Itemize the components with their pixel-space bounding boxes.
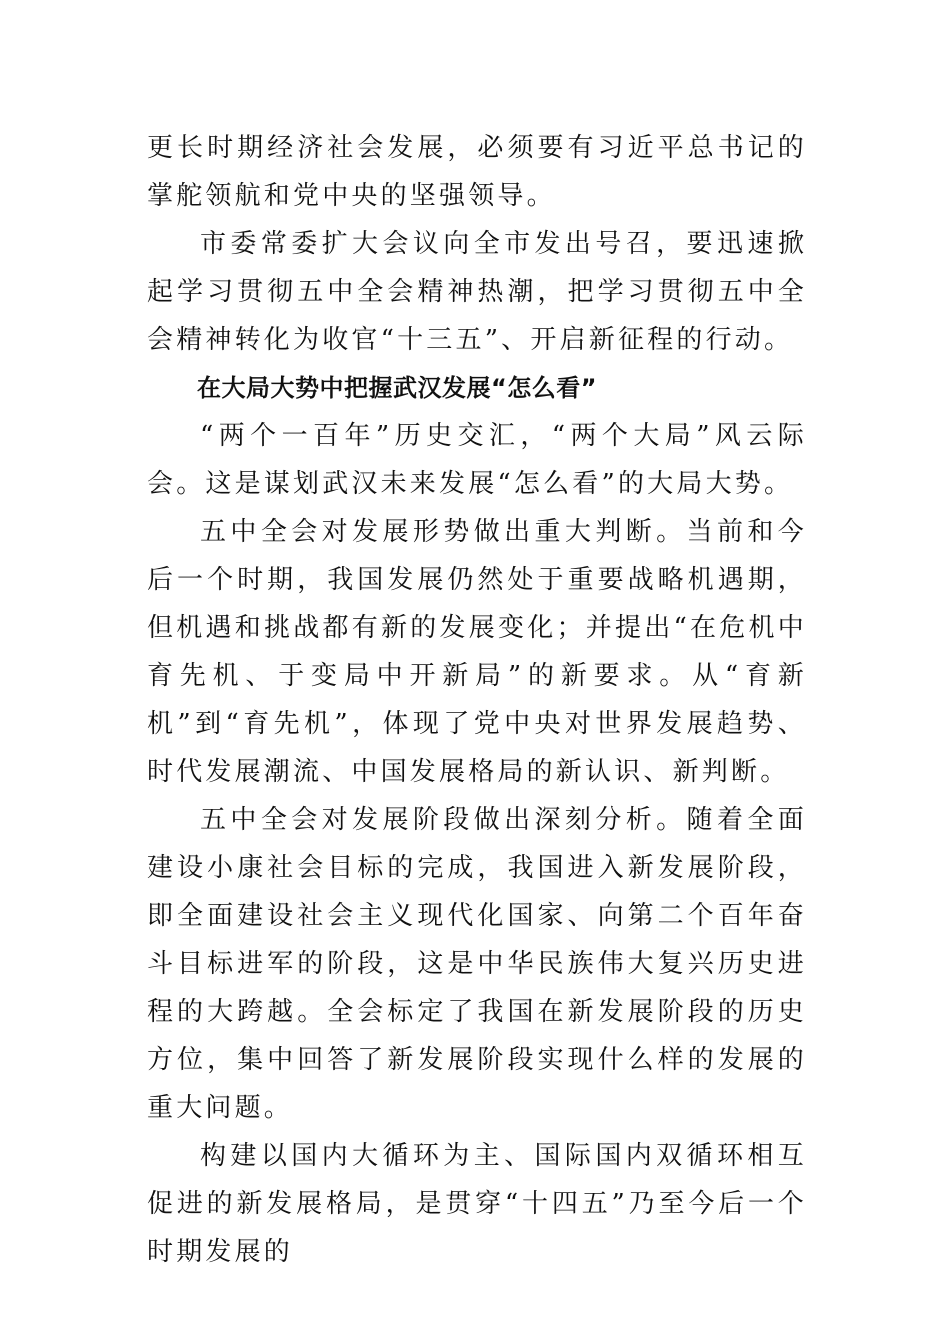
section-heading: 在大局大势中把握武汉发展“怎么看” (197, 374, 598, 402)
paragraph-development-situation: 五中全会对发展形势做出重大判断。当前和今后一个时期，我国发展仍然处于重要战略机遇期，但机遇和挑战都有新的发展变化；并提出“在危机中育先机、于变局中开新局”的新要求。从“育新机”到“育先机”，体现了党中央对世界发展趋势、时代发展潮流、中国发展格局的新认识、新判断。 (147, 517, 807, 787)
paragraph-call-to-action: 市委常委扩大会议向全市发出号召，要迅速掀起学习贯彻五中全会精神热潮，把学习贯彻五中全会精神转化为收官“十三五”、开启新征程的行动。 (147, 229, 807, 355)
paragraph-development-stage: 五中全会对发展阶段做出深刻分析。随着全面建设小康社会目标的完成，我国进入新发展阶段，即全面建设社会主义现代化国家、向第二个百年奋斗目标进军的阶段，这是中华民族伟大复兴历史进程的大跨越。全会标定了我国在新发展阶段的历史方位，集中回答了新发展阶段实现什么样的发展的重大问题。 (147, 805, 807, 1123)
paragraph-continuation: 更长时期经济社会发展，必须要有习近平总书记的掌舵领航和党中央的坚强领导。 (147, 133, 807, 211)
document-page (147, 124, 807, 1276)
paragraph-two-centenaries: “两个一百年”历史交汇，“两个大局”风云际会。这是谋划武汉未来发展“怎么看”的大局大势。 (147, 421, 807, 499)
paragraph-new-development-pattern: 构建以国内大循环为主、国际国内双循环相互促进的新发展格局，是贯穿“十四五”乃至今后一个时期发展的 (147, 1141, 807, 1267)
